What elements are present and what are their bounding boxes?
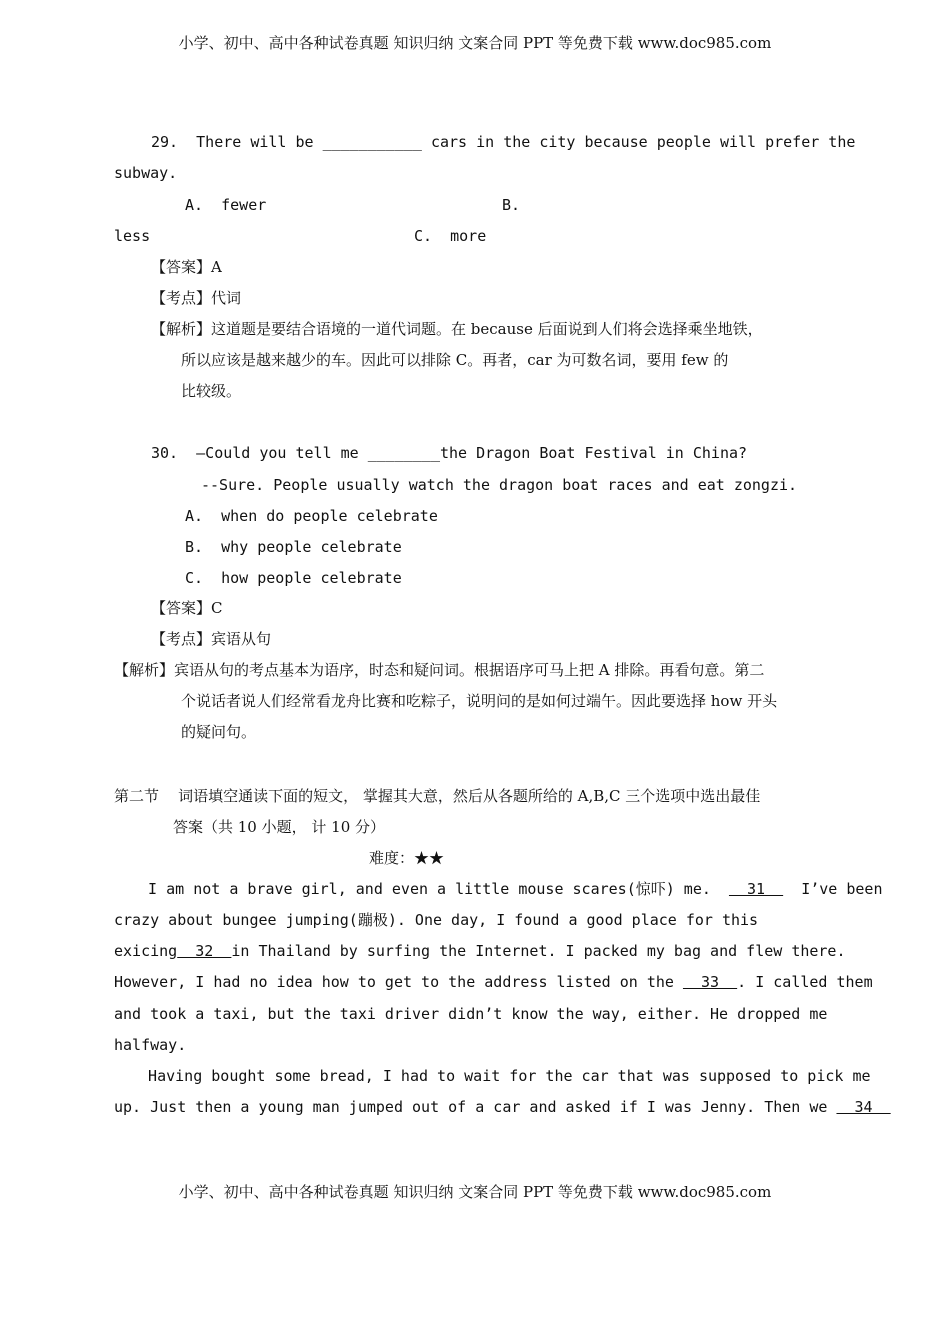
section-title-line1: 第二节 词语填空通读下面的短文， 掌握其大意，然后从各题所给的 A,B,C 三个选项中选出最佳 <box>114 787 761 805</box>
q29-option-b: B. <box>502 196 521 214</box>
q29-analysis-line1: 【解析】这道题是要结合语境的一道代词题。在 because 后面说到人们将会选择乘坐地铁， <box>151 320 763 338</box>
q29-analysis-line2: 所以应该是越来越少的车。因此可以排除 C。再者，car 为可数名词，要用 few 的 <box>181 351 729 369</box>
passage-line-1 <box>130 879 882 899</box>
q29-stem-line1: 29. There will be ___________ cars in the city because people will prefer the <box>151 133 856 151</box>
q29-option-a: A. fewer <box>185 196 267 214</box>
q30-point: 【考点】宾语从句 <box>151 630 272 648</box>
passage-text: in Thailand by surfing the Internet. I packed my bag and flew there. <box>231 942 846 960</box>
passage-text: up. Just then a young man jumped out of a car and asked if I was Jenny. Then we <box>114 1098 837 1116</box>
q29-stem-line2: subway. <box>114 164 178 182</box>
blank-34: 34 <box>836 1098 891 1116</box>
passage-text: . I called them <box>737 973 873 991</box>
q29-option-c: C. more <box>414 227 487 245</box>
passage-line-2: crazy about bungee jumping(蹦极). One day, I found a good place for this <box>114 911 759 929</box>
page-footer: 小学、初中、高中各种试卷真题 知识归纳 文案合同 PPT 等免费下载 www.doc985.com <box>178 1183 772 1201</box>
q30-stem-line2: --Sure. People usually watch the dragon boat races and eat zongzi. <box>201 476 798 494</box>
passage-line-6: halfway. <box>114 1036 187 1054</box>
blank-31: 31 <box>728 880 784 898</box>
q29-analysis-line3: 比较级。 <box>181 382 242 400</box>
passage-line-7: Having bought some bread, I had to wait for the car that was supposed to pick me <box>130 1067 871 1085</box>
q30-answer: 【答案】C <box>151 599 223 617</box>
page-header: 小学、初中、高中各种试卷真题 知识归纳 文案合同 PPT 等免费下载 www.doc985.com <box>178 34 772 52</box>
section-title-line2: 答案（共 10 小题， 计 10 分） <box>173 818 386 836</box>
difficulty-rating: 难度：★★ <box>369 849 445 867</box>
passage-line-8 <box>114 1097 891 1117</box>
q30-analysis-line1: 【解析】宾语从句的考点基本为语序，时态和疑问词。根据语序可马上把 A 排除。再看句意。第二 <box>114 661 765 679</box>
passage-line-4 <box>114 972 873 992</box>
passage-text: I am not a brave girl, and even a little mouse scares(惊吓) me. <box>130 880 729 898</box>
blank-33: 33 <box>682 973 738 991</box>
q30-analysis-line2: 个说话者说人们经常看龙舟比赛和吃粽子，说明问的是如何过端午。因此要选择 how 开头 <box>181 692 778 710</box>
q30-stem-line1: 30. –Could you tell me ________the Dragon Boat Festival in China? <box>151 444 748 462</box>
q30-option-c: C. how people celebrate <box>185 569 402 587</box>
passage-line-5: and took a taxi, but the taxi driver didn’t know the way, either. He dropped me <box>114 1005 828 1023</box>
q30-option-a: A. when do people celebrate <box>185 507 438 525</box>
passage-text: However, I had no idea how to get to the address listed on the <box>114 973 683 991</box>
q29-option-b-text: less <box>114 227 151 245</box>
blank-32: 32 <box>177 942 232 960</box>
q29-answer: 【答案】A <box>151 258 222 276</box>
q30-option-b: B. why people celebrate <box>185 538 402 556</box>
q29-point: 【考点】代词 <box>151 289 242 307</box>
passage-line-3 <box>114 941 846 961</box>
passage-text: I’ve been <box>783 880 883 898</box>
passage-text: exicing <box>114 942 178 960</box>
q30-analysis-line3: 的疑问句。 <box>181 723 257 741</box>
